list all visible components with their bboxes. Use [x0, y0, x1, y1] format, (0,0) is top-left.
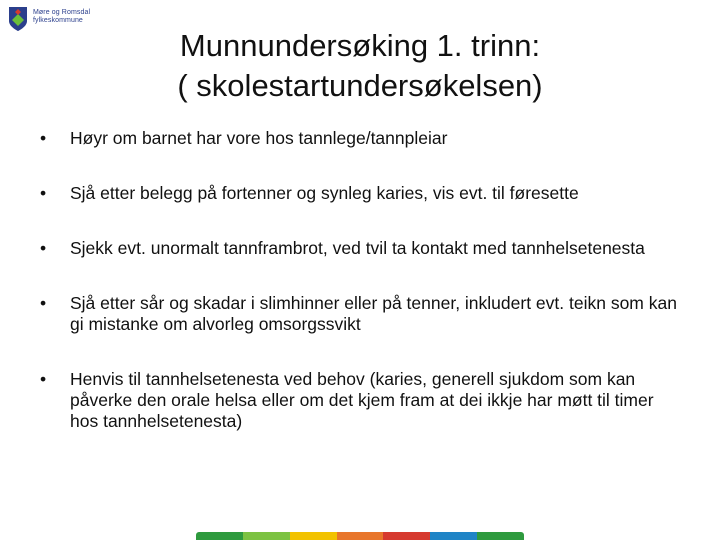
bullet-item [38, 293, 678, 335]
bullet-dot: • [40, 183, 47, 203]
bullet-text: Sjekk evt. unormalt tannframbrot, ved tvil ta kontakt med tannhelsetenesta [70, 238, 645, 258]
bullet-item [38, 183, 678, 204]
bullet-text: Henvis til tannhelsetenesta ved behov (karies, generell sjukdom som kan påverke den orale helsa eller om det kjem fram at dei ikkje har møtt til timer hos tannhelsetenesta) [70, 369, 654, 431]
bullet-list [38, 128, 678, 432]
bullet-dot: • [40, 369, 47, 389]
color-bar-segment [243, 532, 290, 540]
color-bar-segment [477, 532, 524, 540]
bullet-text: Sjå etter sår og skadar i slimhinner eller på tenner, inkludert evt. teikn som kan gi mistanke om alvorleg omsorgssvikt [70, 293, 677, 334]
slide-title [0, 26, 720, 106]
bullet-text: Sjå etter belegg på fortenner og synleg karies, vis evt. til føresette [70, 183, 579, 203]
slide-title-line-2: ( skolestartundersøkelsen) [177, 68, 543, 103]
color-bar-segment [290, 532, 337, 540]
color-bar-segment [383, 532, 430, 540]
county-logo-text [33, 9, 90, 25]
bullet-text: Høyr om barnet har vore hos tannlege/tannpleiar [70, 128, 448, 148]
bullet-item [38, 238, 678, 259]
decorative-color-bar [196, 532, 524, 540]
bullet-dot: • [40, 293, 47, 313]
color-bar-segment [430, 532, 477, 540]
bullet-item [38, 128, 678, 149]
bullet-item [38, 369, 678, 432]
logo-line-1: Møre og Romsdal [33, 9, 91, 16]
bullet-dot: • [40, 238, 47, 258]
color-bar-segment [337, 532, 384, 540]
slide-title-line-1: Munnundersøking 1. trinn: [179, 28, 541, 63]
color-bar-segment [196, 532, 243, 540]
bullet-dot: • [40, 128, 47, 148]
logo-line-2: fylkeskommune [33, 17, 83, 24]
